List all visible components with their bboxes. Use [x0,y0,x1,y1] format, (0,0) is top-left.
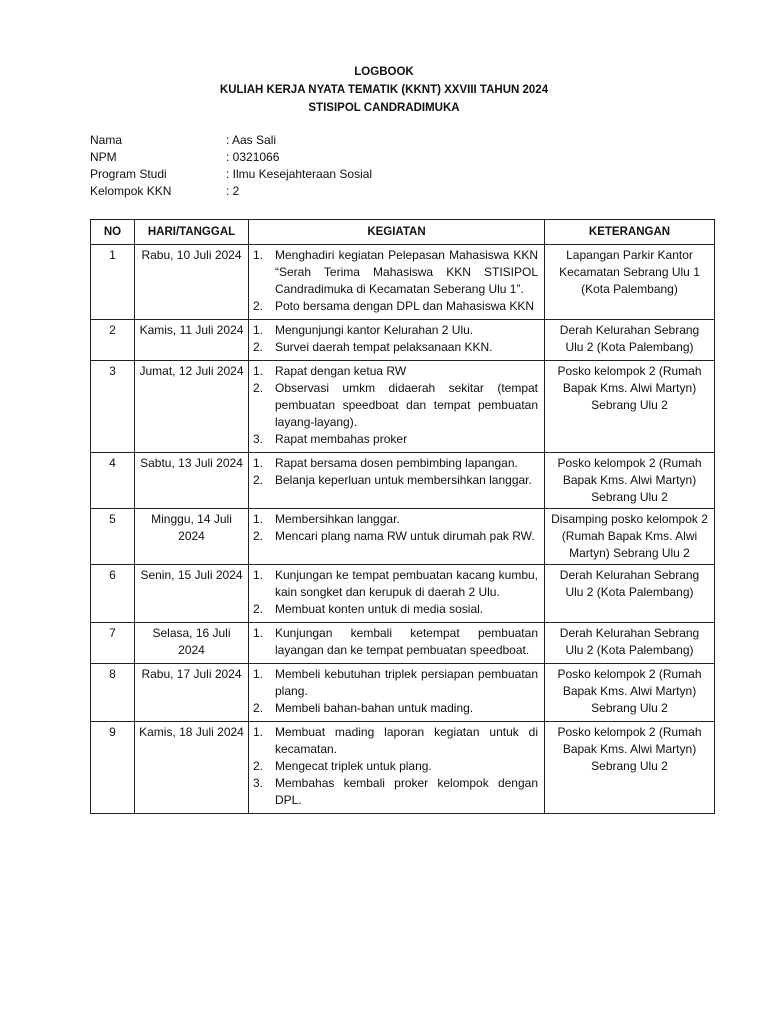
activity-item: 2. Observasi umkm didaerah sekitar (tempat pembuatan speedboat dan tempat pembuatan layang-layang). [253,381,538,429]
row-number: 4 [91,453,135,509]
activity-text: Membersihkan langgar. [275,512,400,526]
activity-text: Rapat bersama dosen pembimbing lapangan. [275,456,518,470]
column-header-no: NO [91,220,135,245]
row-note: Derah Kelurahan Sebrang Ulu 2 (Kota Palembang) [545,623,715,664]
row-activities [249,509,545,565]
info-value: : Aas Sali [226,133,277,147]
table-row [91,320,715,361]
row-number: 2 [91,320,135,361]
row-date: Kamis, 11 Juli 2024 [135,320,249,361]
institution-name: STISIPOL CANDRADIMUKA [308,102,460,114]
activity-item: 2. Mengecat triplek untuk plang. [253,758,538,775]
row-activities [249,565,545,623]
row-number: 3 [91,361,135,453]
activity-text: Kunjungan kembali ketempat pembuatan layangan dan ke tempat pembuatan speedboat. [275,626,538,657]
row-date: Rabu, 10 Juli 2024 [135,245,249,320]
activity-item: 1. Membeli kebutuhan triplek persiapan pembuatan plang. [253,667,538,698]
row-note: Posko kelompok 2 (Rumah Bapak Kms. Alwi Martyn) Sebrang Ulu 2 [545,722,715,814]
info-label: Kelompok KKN [90,184,172,198]
activity-text: Kunjungan ke tempat pembuatan kacang kumbu, kain songket dan kerupuk di daerah 2 Ulu. [275,568,538,599]
activity-item: 3. Membahas kembali proker kelompok dengan DPL. [253,776,538,807]
row-number: 6 [91,565,135,623]
info-row-npm [90,149,372,166]
activity-text: Poto bersama dengan DPL dan Mahasiswa KKN [275,299,535,313]
table-row [91,361,715,453]
activity-text: Rapat dengan ketua RW [275,364,407,378]
row-note: Derah Kelurahan Sebrang Ulu 2 (Kota Palembang) [545,565,715,623]
row-number: 8 [91,664,135,722]
row-note: Posko kelompok 2 (Rumah Bapak Kms. Alwi Martyn) Sebrang Ulu 2 [545,664,715,722]
info-value: : 2 [226,184,240,198]
activity-item: 1. Menghadiri kegiatan Pelepasan Mahasiswa KKN “Serah Terima Mahasiswa KKN STISIPOL Candradimuka di Kecamatan Seberang Ulu 1”. [253,248,538,296]
activity-item: 2. Membeli bahan-bahan untuk mading. [253,700,538,717]
row-date: Sabtu, 13 Juli 2024 [135,453,249,509]
info-row-name [90,132,372,149]
row-note: Disamping posko kelompok 2 (Rumah Bapak Kms. Alwi Martyn) Sebrang Ulu 2 [545,509,715,565]
activity-item: 2. Survei daerah tempat pelaksanaan KKN. [253,339,538,356]
column-header-activity: KEGIATAN [249,220,545,245]
info-label: Program Studi [90,167,167,181]
row-activities [249,320,545,361]
activity-text: Observasi umkm didaerah sekitar (tempat pembuatan speedboat dan tempat pembuatan layang-layang). [275,381,538,429]
row-date: Kamis, 18 Juli 2024 [135,722,249,814]
column-header-note: KETERANGAN [545,220,715,245]
row-number: 5 [91,509,135,565]
activity-text: Menghadiri kegiatan Pelepasan Mahasiswa KKN “Serah Terima Mahasiswa KKN STISIPOL Candradimuka di Kecamatan Seberang Ulu 1”. [275,248,538,296]
activity-text: Membeli kebutuhan triplek persiapan pembuatan plang. [275,667,538,698]
activity-item: 1. Membersihkan langgar. [253,511,538,528]
activity-text: Rapat membahas proker [275,432,408,446]
activity-item: 1. Rapat bersama dosen pembimbing lapangan. [253,455,538,472]
activity-text: Mengecat triplek untuk plang. [275,759,432,773]
document-subtitle: KULIAH KERJA NYATA TEMATIK (KKNT) XXVIII TAHUN 2024 [219,84,549,96]
row-date: Selasa, 16 Juli 2024 [135,623,249,664]
row-date: Senin, 15 Juli 2024 [135,565,249,623]
activity-item: 2. Mencari plang nama RW untuk dirumah pak RW. [253,528,538,545]
document-title: LOGBOOK [354,66,414,78]
column-header-date: HARI/TANGGAL [135,220,249,245]
row-number: 7 [91,623,135,664]
table-row [91,664,715,722]
info-row-program [90,166,372,183]
table-row [91,565,715,623]
table-header-row [91,220,715,245]
activity-item: 1. Membuat mading laporan kegiatan untuk di kecamatan. [253,725,538,756]
info-row-group [90,183,372,200]
table-row [91,623,715,664]
row-activities [249,361,545,453]
info-value: : Ilmu Kesejahteraan Sosial [226,167,373,181]
activity-text: Belanja keperluan untuk membersihkan langgar. [275,473,532,487]
table-row [91,509,715,565]
activity-text: Membeli bahan-bahan untuk mading. [275,701,474,715]
activity-item: 2. Membuat konten untuk di media sosial. [253,601,538,618]
activity-text: Survei daerah tempat pelaksanaan KKN. [275,340,493,354]
document-header [0,63,768,117]
activity-item: 1. Mengunjungi kantor Kelurahan 2 Ulu. [253,322,538,339]
activity-item: 1. Rapat dengan ketua RW [253,363,538,380]
activity-item: 2. Belanja keperluan untuk membersihkan langgar. [253,472,538,489]
info-label: Nama [90,133,123,147]
activity-item: 3. Rapat membahas proker [253,431,538,448]
row-date: Jumat, 12 Juli 2024 [135,361,249,453]
activity-item: 1. Kunjungan ke tempat pembuatan kacang kumbu, kain songket dan kerupuk di daerah 2 Ulu. [253,568,538,599]
row-activities [249,245,545,320]
student-info [90,132,372,200]
row-activities [249,664,545,722]
table-row [91,453,715,509]
table-row [91,245,715,320]
row-date: Rabu, 17 Juli 2024 [135,664,249,722]
activity-item: 2. Poto bersama dengan DPL dan Mahasiswa KKN [253,298,538,315]
activity-text: Mengunjungi kantor Kelurahan 2 Ulu. [275,323,474,337]
row-note: Posko kelompok 2 (Rumah Bapak Kms. Alwi Martyn) Sebrang Ulu 2 [545,361,715,453]
row-note: Posko kelompok 2 (Rumah Bapak Kms. Alwi Martyn) Sebrang Ulu 2 [545,453,715,509]
table-row [91,722,715,814]
info-value: : 0321066 [226,150,280,164]
row-number: 9 [91,722,135,814]
row-note: Lapangan Parkir Kantor Kecamatan Sebrang Ulu 1 (Kota Palembang) [545,245,715,320]
logbook-table [90,219,715,814]
info-label: NPM [90,150,117,164]
row-number: 1 [91,245,135,320]
row-activities [249,623,545,664]
activity-text: Membuat mading laporan kegiatan untuk di kecamatan. [275,725,538,756]
activity-text: Membuat konten untuk di media sosial. [275,602,484,616]
activity-text: Mencari plang nama RW untuk dirumah pak RW. [275,529,535,543]
activity-text: Membahas kembali proker kelompok dengan DPL. [275,776,538,807]
row-date: Minggu, 14 Juli 2024 [135,509,249,565]
row-activities [249,453,545,509]
activity-item: 1. Kunjungan kembali ketempat pembuatan layangan dan ke tempat pembuatan speedboat. [253,626,538,657]
row-note: Derah Kelurahan Sebrang Ulu 2 (Kota Palembang) [545,320,715,361]
row-activities [249,722,545,814]
